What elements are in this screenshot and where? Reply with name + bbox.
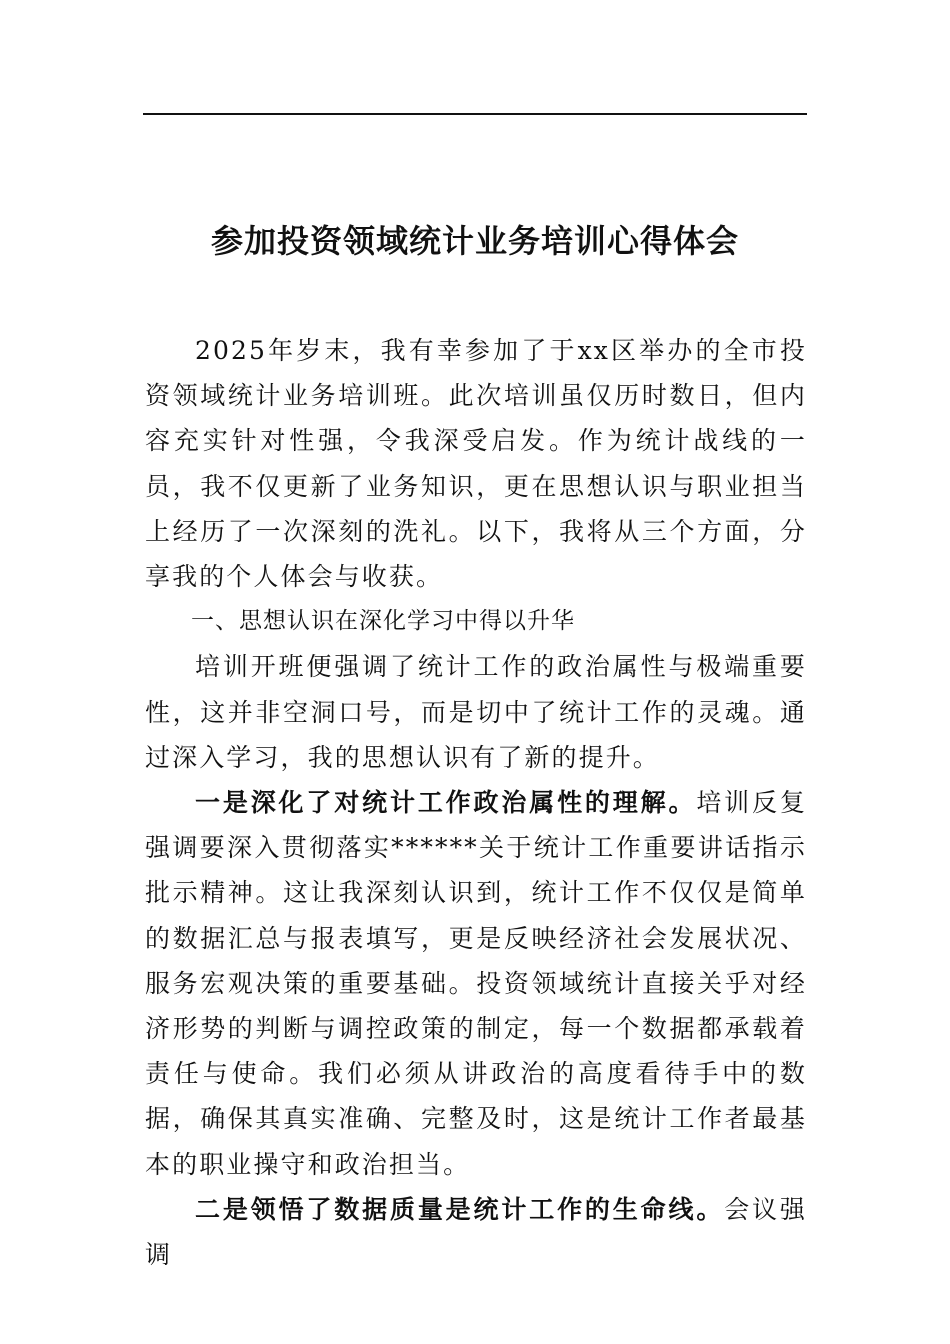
point-one-paragraph [145, 780, 807, 1187]
section1-intro-paragraph: 培训开班便强调了统计工作的政治属性与极端重要性，这并非空洞口号，而是切中了统计工作的灵魂。通过深入学习，我的思想认识有了新的提升。 [145, 652, 807, 772]
point-one-lead: 一是深化了对统计工作政治属性的理解。 [195, 788, 697, 818]
point-two-paragraph [145, 1187, 807, 1277]
point-one-body: 培训反复强调要深入贯彻落实******关于统计工作重要讲话指示批示精神。这让我深刻认识到，统计工作不仅仅是简单的数据汇总与报表填写，更是反映经济社会发展状况、服务宏观决策的重要基础。投资领域统计直接关乎对经济形势的判断与调控政策的制定，每一个数据都承载着责任与使命。我们必须从讲政治的高度看待手中的数据，确保其真实准确、完整及时，这是统计工作者最基本的职业操守和政治担当。 [145, 788, 807, 1179]
point-two-lead: 二是领悟了数据质量是统计工作的生命线。 [195, 1194, 725, 1224]
header-rule [143, 113, 807, 115]
section-heading-1: 一、思想认识在深化学习中得以升华 [191, 608, 575, 635]
document-body [145, 328, 807, 1277]
page-title: 参加投资领域统计业务培训心得体会 [210, 222, 739, 261]
intro-paragraph: 2025年岁末，我有幸参加了于xx区举办的全市投资领域统计业务培训班。此次培训虽仅历时数日，但内容充实针对性强，令我深受启发。作为统计战线的一员，我不仅更新了业务知识，更在思想认识与职业担当上经历了一次深刻的洗礼。以下，我将从三个方面，分享我的个人体会与收获。 [145, 336, 807, 592]
point-two-body: 会议强调 [145, 1194, 807, 1270]
